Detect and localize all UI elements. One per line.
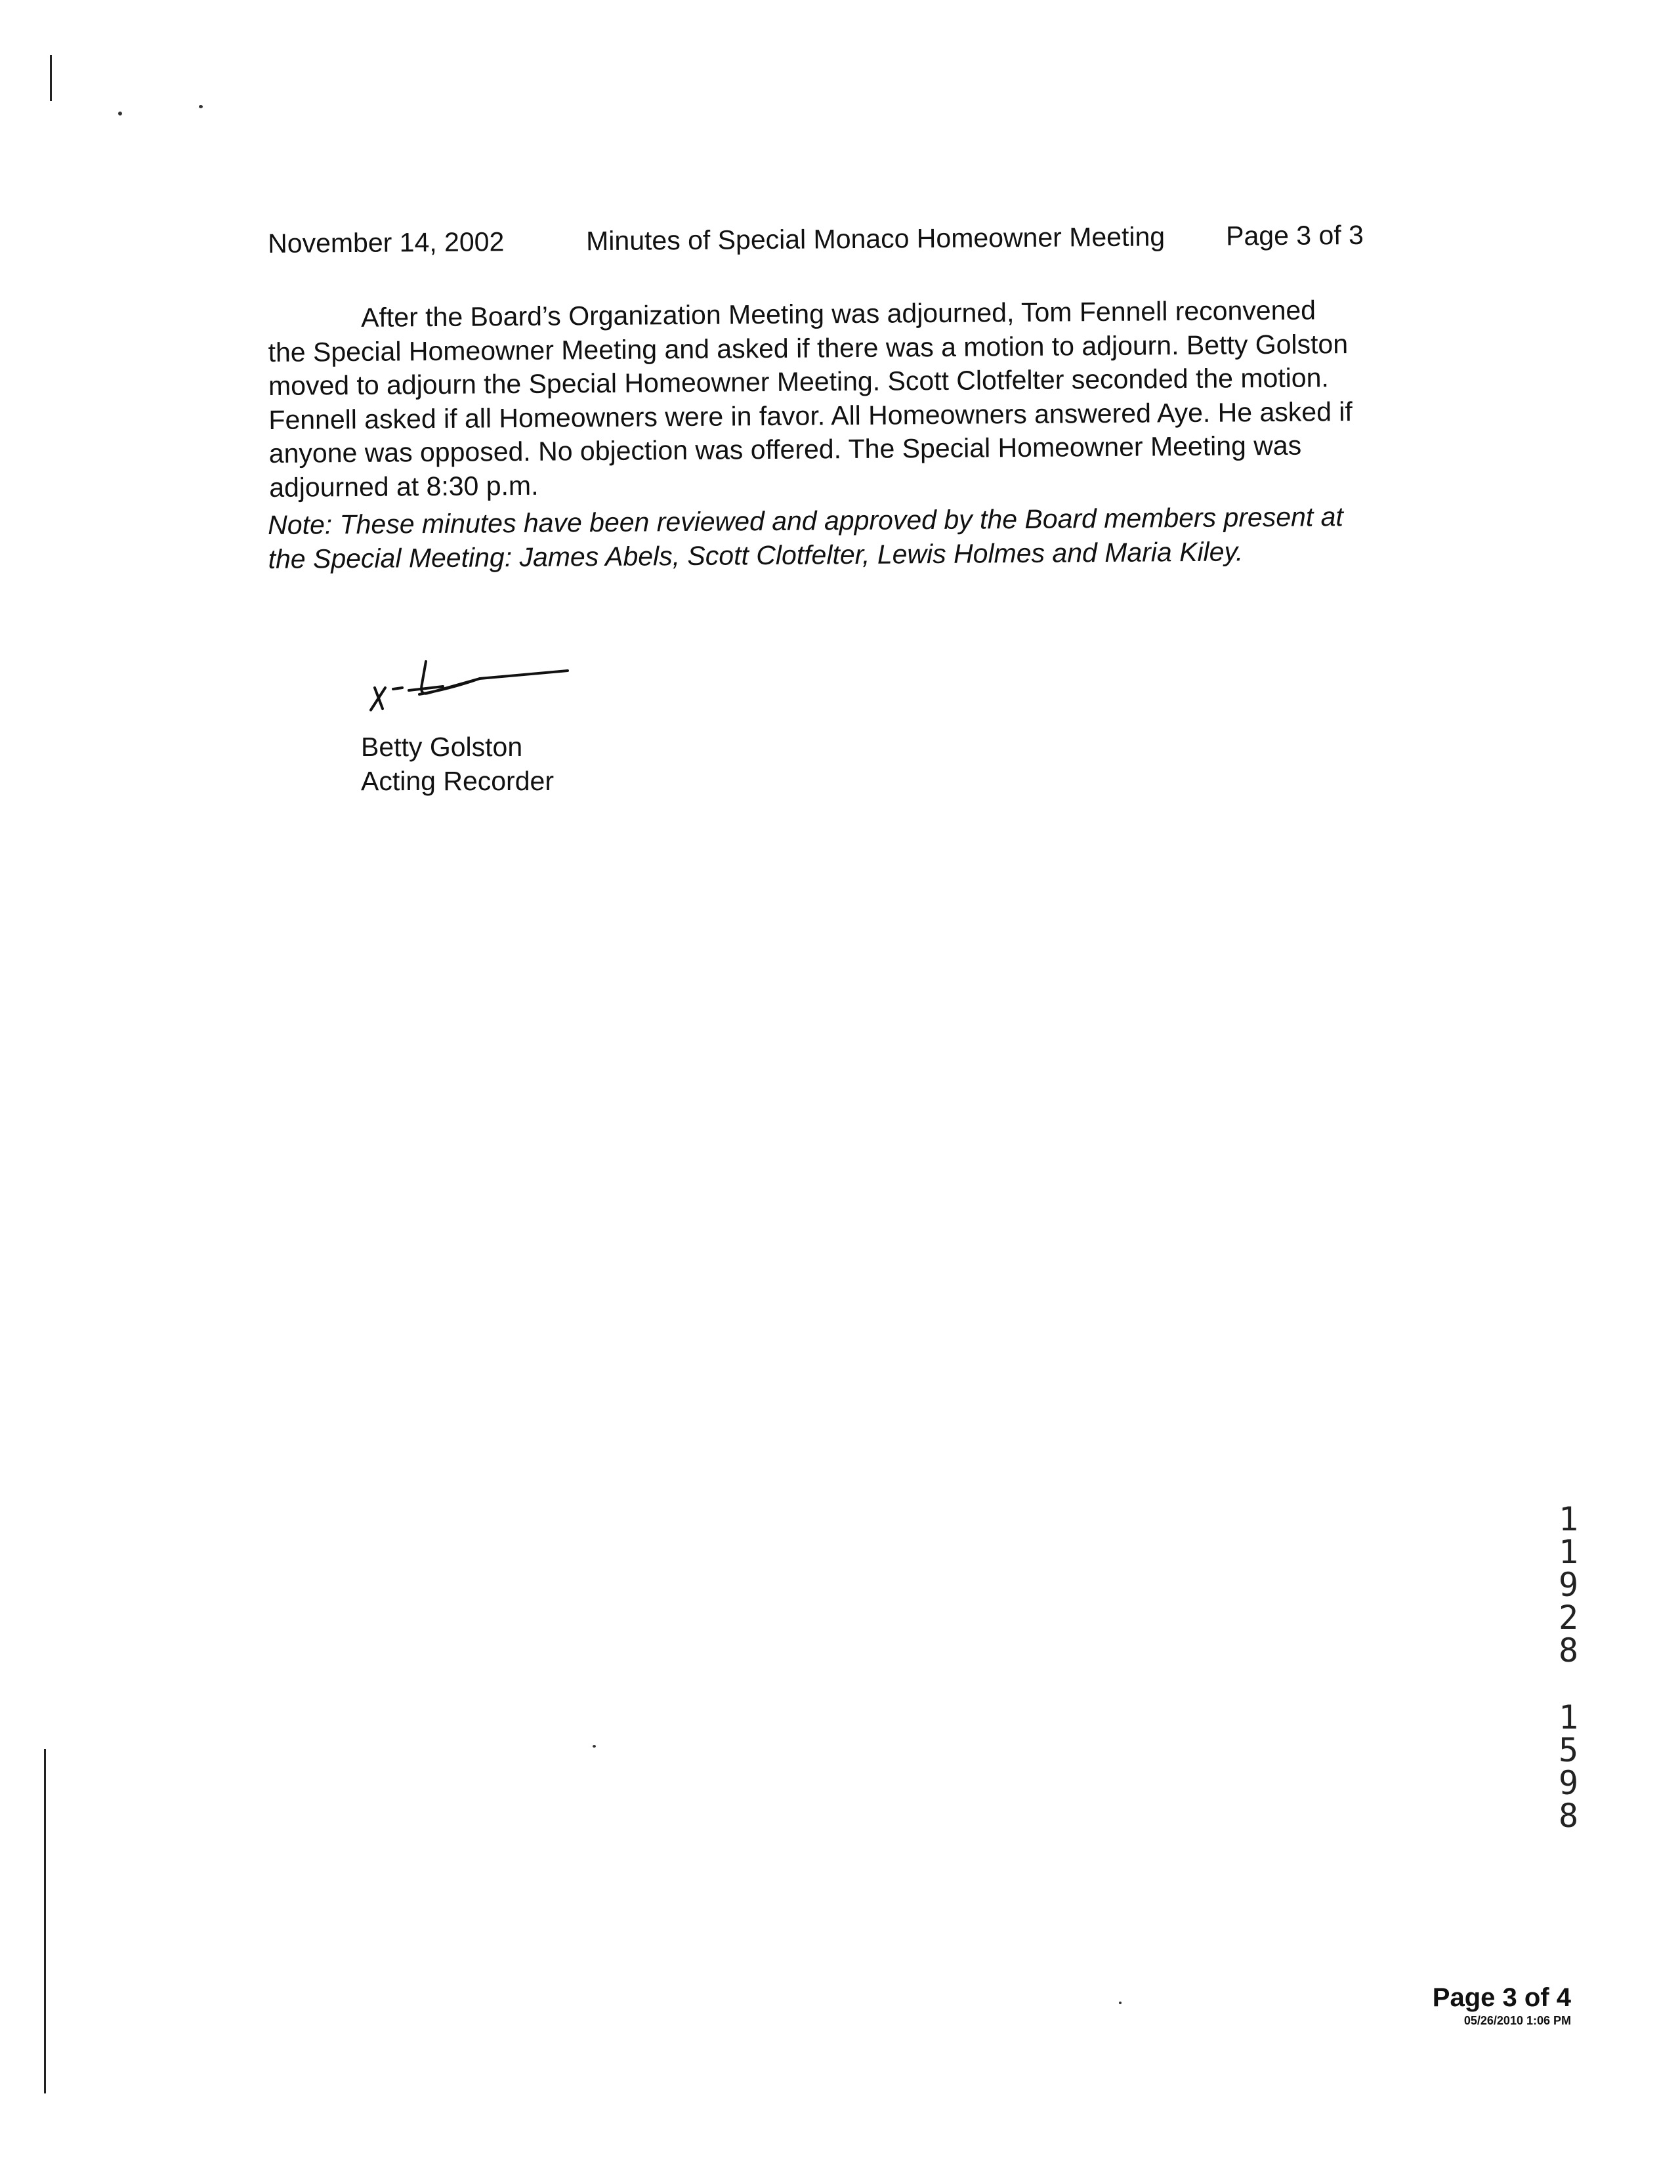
document-title: Minutes of Special Monaco Homeowner Meeting bbox=[585, 221, 1166, 257]
minutes-paragraph bbox=[268, 293, 1358, 505]
stamp-digit: 9 bbox=[1558, 1764, 1579, 1802]
page-footer bbox=[1433, 1982, 1571, 2028]
meeting-date: November 14, 2002 bbox=[268, 226, 505, 259]
scan-artifact-dot bbox=[199, 105, 203, 108]
stamp-digit: 5 bbox=[1558, 1731, 1579, 1769]
stamp-digit: 8 bbox=[1558, 1631, 1579, 1670]
stamp-digit: 2 bbox=[1558, 1599, 1579, 1637]
stamp-digit: 8 bbox=[1558, 1797, 1579, 1835]
stamp-digit: 1 bbox=[1558, 1533, 1579, 1571]
signer-block bbox=[361, 730, 554, 798]
minutes-text: After the Board’s Organization Meeting was adjourned, Tom Fennell reconvened the Special Homeowner Meeting and asked if there was a motion to adjourn. Betty Golston moved to adjourn the Special Homeowner Meeting. Scott Clotfelter seconded the motion. Fennell asked if all Homeowners were in favor. All Homeowners answered Aye. He asked if anyone was opposed. No objection was offered. The Special Homeowner Meeting was adjourned at 8:30 p.m. bbox=[268, 295, 1353, 503]
footer-page-number: Page 3 of 4 bbox=[1432, 1983, 1571, 2012]
page-header bbox=[268, 220, 1364, 268]
approval-note-text: Note: These minutes have been reviewed and approved by the Board members present at the Special Meeting: James Abels, Scott Clotfelter, Lewis Holmes and Maria Kiley. bbox=[268, 501, 1344, 574]
scan-artifact-dot bbox=[1119, 2002, 1122, 2004]
stamp-digit: 1 bbox=[1558, 1500, 1579, 1538]
recording-number-stamp bbox=[1549, 1500, 1588, 1835]
scan-artifact-dot bbox=[118, 112, 122, 116]
scan-artifact-left-edge bbox=[44, 1749, 46, 2093]
scan-artifact-top-left bbox=[50, 55, 52, 101]
signer-name: Betty Golston bbox=[361, 732, 523, 762]
signer-role: Acting Recorder bbox=[361, 766, 554, 796]
approval-note bbox=[268, 500, 1358, 576]
page-number: Page 3 of 3 bbox=[1225, 219, 1364, 251]
stamp-digit: 9 bbox=[1558, 1566, 1579, 1604]
handwritten-signature bbox=[351, 650, 574, 722]
stamp-digit: 1 bbox=[1558, 1698, 1579, 1736]
scan-artifact-dot bbox=[593, 1745, 596, 1748]
footer-timestamp: 05/26/2010 1:06 PM bbox=[1463, 2014, 1571, 2027]
